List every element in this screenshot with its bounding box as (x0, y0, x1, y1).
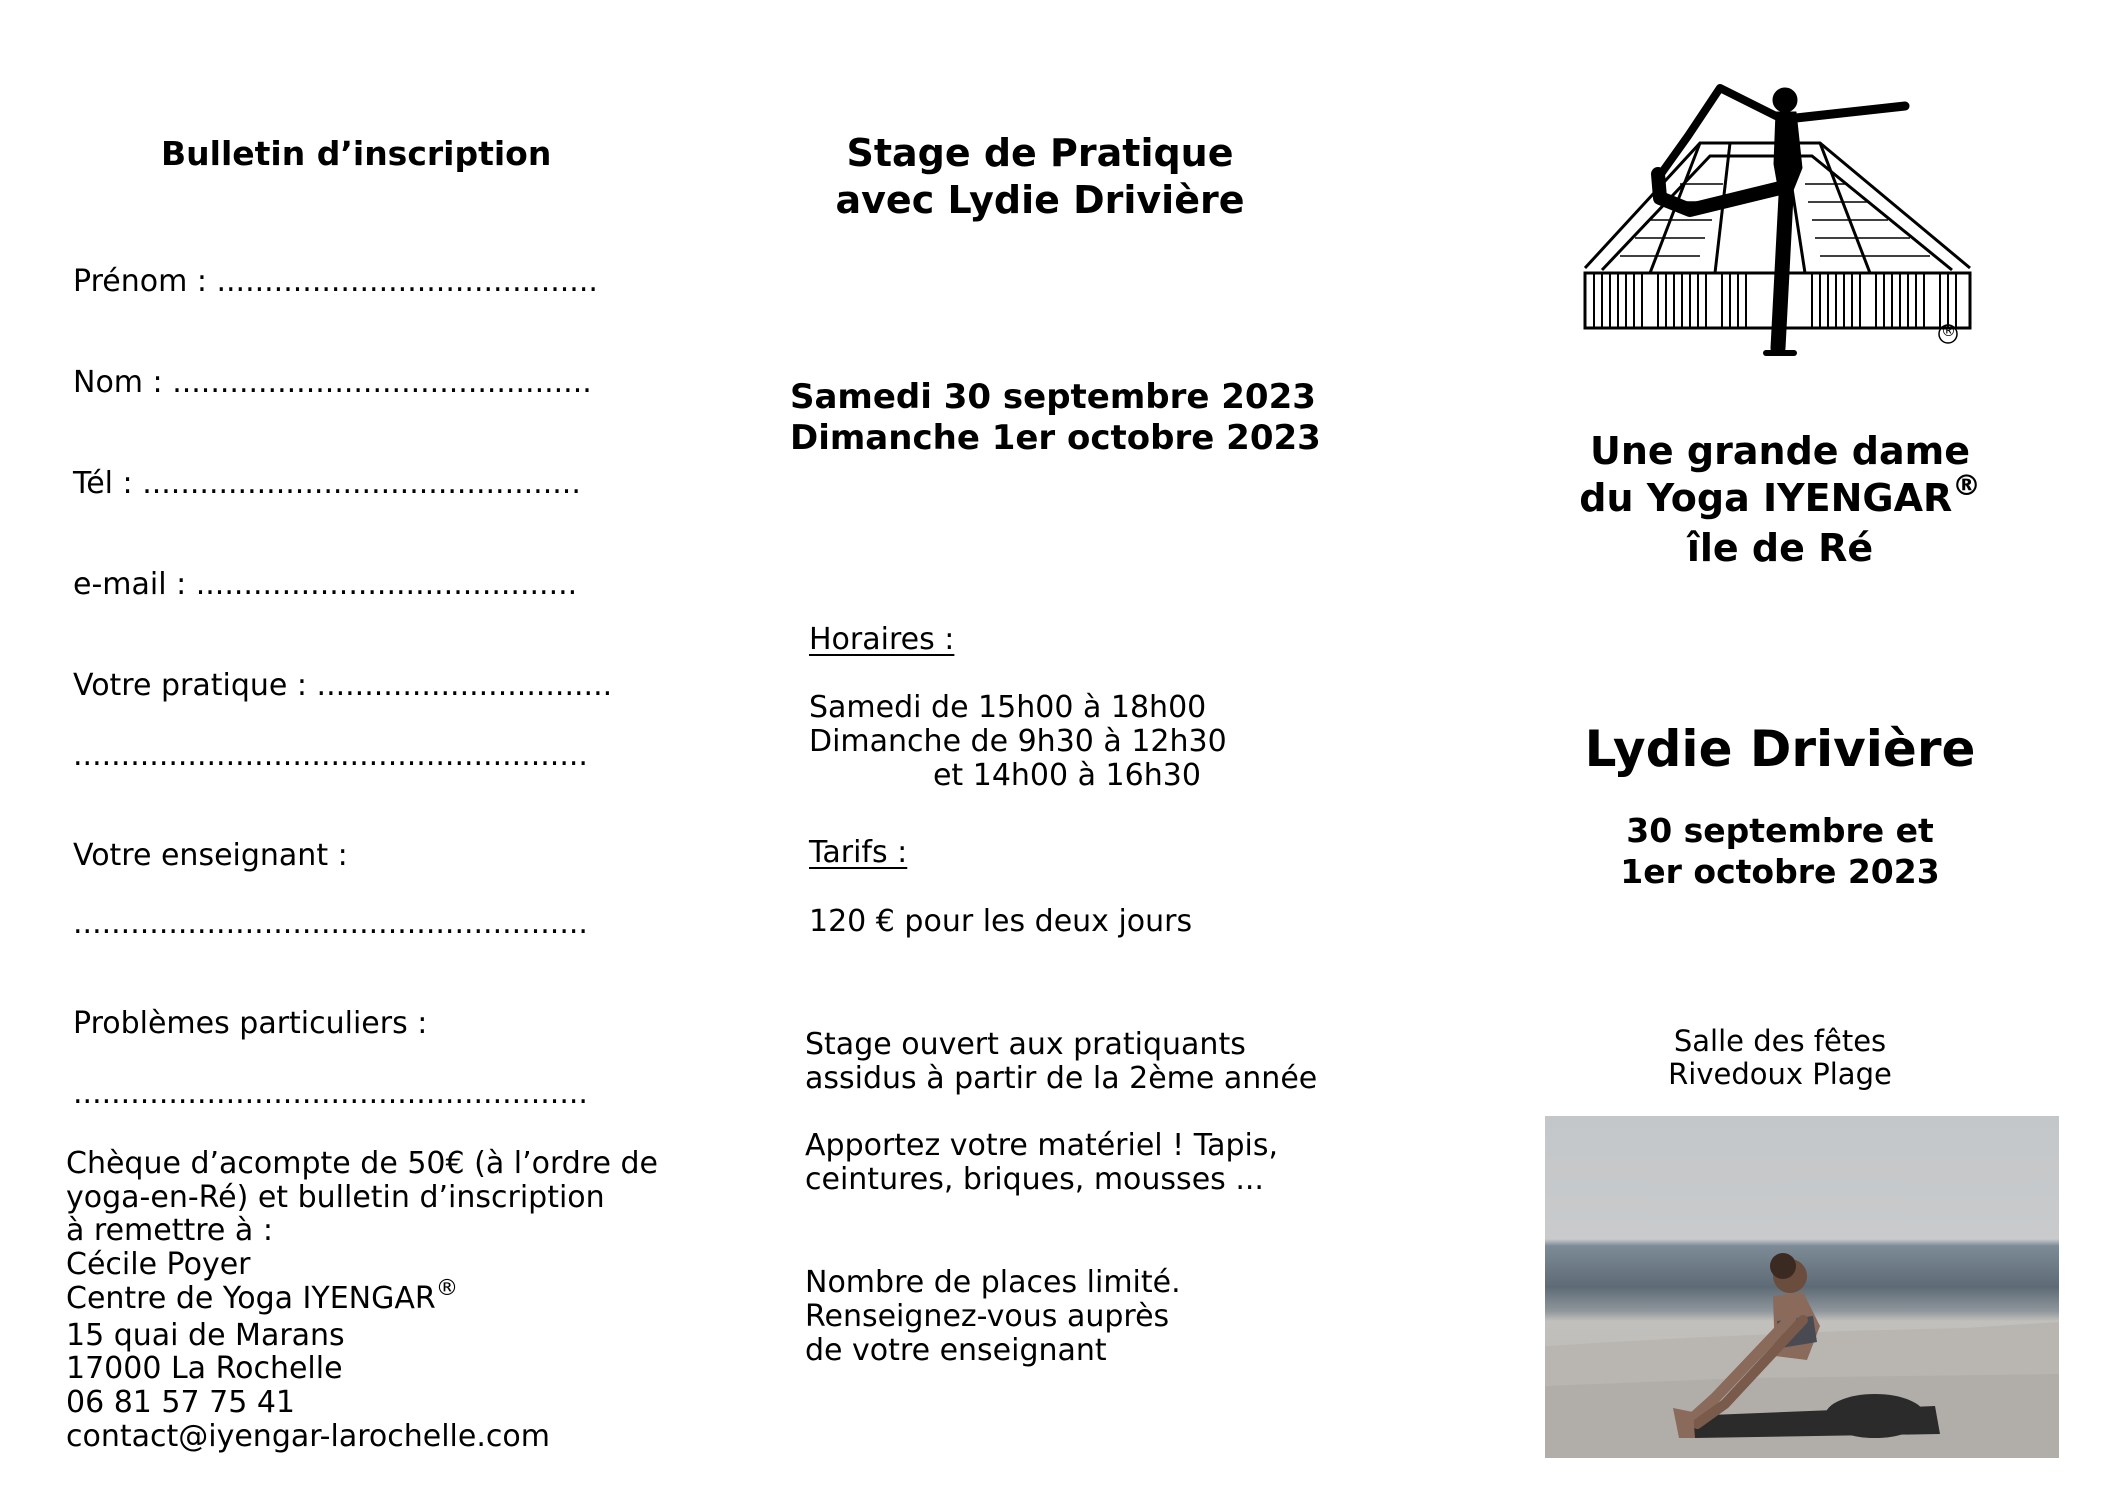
stage-title-line1: Stage de Pratique (846, 131, 1234, 175)
teacher-name: Lydie Drivière (1584, 720, 1976, 778)
venue-line2: Rivedoux Plage (1668, 1057, 1892, 1091)
registration-title: Bulletin d’inscription (161, 134, 552, 173)
stage-date-line1: Samedi 30 septembre 2023 (790, 377, 1316, 417)
form-field-pratique-line2[interactable]: ...................................................... (73, 738, 588, 773)
cover-heading (1490, 428, 2070, 572)
form-field-pratique[interactable]: Votre pratique : ............................... (73, 668, 613, 703)
stage-audience-text: Stage ouvert aux pratiquants assidus à partir de la 2ème année (805, 1027, 1318, 1096)
cover-date-line1: 30 septembre et (1626, 811, 1934, 850)
form-field-problemes: Problèmes particuliers : (73, 1006, 428, 1041)
form-field-problemes-line[interactable]: ...................................................... (73, 1076, 588, 1111)
form-field-prenom[interactable]: Prénom : ........................................ (73, 264, 598, 299)
form-field-enseignant: Votre enseignant : (73, 838, 348, 873)
tarifs-text: 120 € pour les deux jours (809, 904, 1193, 939)
materiel-text: Apportez votre matériel ! Tapis, ceintures, briques, mousses ... (805, 1128, 1279, 1197)
form-field-enseignant-line[interactable]: ...................................................... (73, 906, 588, 941)
tarifs-label: Tarifs : (809, 835, 908, 870)
stage-dates (790, 377, 1321, 459)
form-field-nom[interactable]: Nom : ............................................ (73, 365, 592, 400)
logo-registered-mark: ® (1941, 322, 1956, 340)
cover-dates (1490, 810, 2070, 892)
places-text: Nombre de places limité. Renseignez-vous auprès de votre enseignant (805, 1265, 1181, 1368)
stage-title-line2: avec Lydie Drivière (835, 178, 1245, 222)
form-field-tel[interactable]: Tél : .............................................. (73, 466, 581, 501)
horaires-text: Samedi de 15h00 à 18h00 Dimanche de 9h30 à 12h30 et 14h00 à 16h30 (809, 690, 1227, 793)
horaires-label: Horaires : (809, 622, 955, 657)
cover-date-line2: 1er octobre 2023 (1620, 852, 1940, 891)
registered-mark: ® (435, 1275, 459, 1302)
stage-title (780, 130, 1300, 224)
cover-heading-line3: île de Ré (1686, 526, 1874, 570)
venue (1490, 1025, 2070, 1091)
cover-heading-line1: Une grande dame (1590, 429, 1970, 473)
cover-heading-line2-text: du Yoga IYENGAR (1579, 476, 1953, 520)
stage-date-line2: Dimanche 1er octobre 2023 (790, 418, 1321, 458)
venue-line1: Salle des fêtes (1673, 1024, 1887, 1058)
contact-address: 15 quai de Marans 17000 La Rochelle 06 81 57 75 41 contact@iyengar-larochelle.com (66, 1317, 550, 1454)
cover-heading-line2 (1490, 469, 2070, 525)
form-field-email[interactable]: e-mail : ........................................ (73, 567, 578, 602)
contact-text: Chèque d’acompte de 50€ (à l’ordre de yoga-en-Ré) et bulletin d’inscription à remettre à : Cécile Poyer Centre de Yoga IYENGAR (66, 1146, 659, 1316)
contact-block (66, 1147, 658, 1453)
heading-registered-mark: ® (1952, 469, 1981, 503)
iyengar-yoga-logo-icon (1580, 78, 1980, 368)
yoga-seaside-photo (1545, 1116, 2059, 1458)
